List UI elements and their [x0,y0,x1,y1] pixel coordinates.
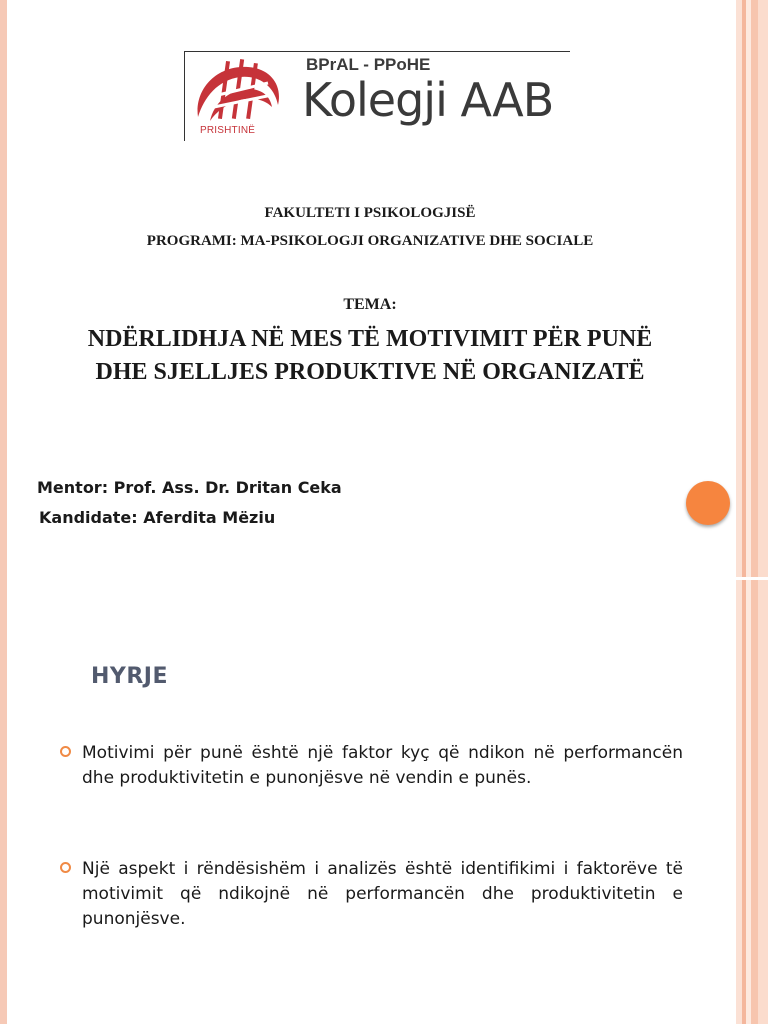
orange-circle-decoration [686,481,730,525]
logo-subtitle: BPrAL - PPoHE [306,55,431,74]
mentor-line: Mentor: Prof. Ass. Dr. Dritan Ceka [37,478,342,497]
logo-name: Kolegji AAB [302,73,554,127]
bullet-item [60,857,683,932]
topic-title-line-1: NDËRLIDHJA NË MES TË MOTIVIMIT PËR PUNË [87,326,653,352]
faculty-heading: FAKULTETI I PSIKOLOGJISË [264,205,476,221]
bullet-item [60,741,683,791]
aab-emblem-icon [188,55,286,135]
bullet-circle-icon [60,746,71,757]
logo-city-text: PRISHTINË [200,125,256,136]
bullet-text: Një aspekt i rëndësishëm i analizës është identifikimi i faktorëve të motivimit që ndikojnë në performancën dhe produktivitetin e punonjësve. [82,859,683,929]
college-logo [184,51,570,141]
candidate-line: Kandidate: Aferdita Mëziu [39,508,276,527]
left-border [0,0,7,1024]
section-heading: HYRJE [91,664,168,689]
topic-title-line-2: DHE SJELLJES PRODUKTIVE NË ORGANIZATË [95,359,645,385]
program-heading: PROGRAMI: MA-PSIKOLOGJI ORGANIZATIVE DHE SOCIALE [146,233,594,249]
right-decorative-stripes [736,0,768,1024]
topic-label: TEMA: [343,296,397,313]
slide-divider [736,577,768,580]
bullet-text: Motivimi për punë është një faktor kyç që ndikon në performancën dhe produktivitetin e punonjësve në vendin e punës. [82,743,683,788]
bullet-circle-icon [60,862,71,873]
